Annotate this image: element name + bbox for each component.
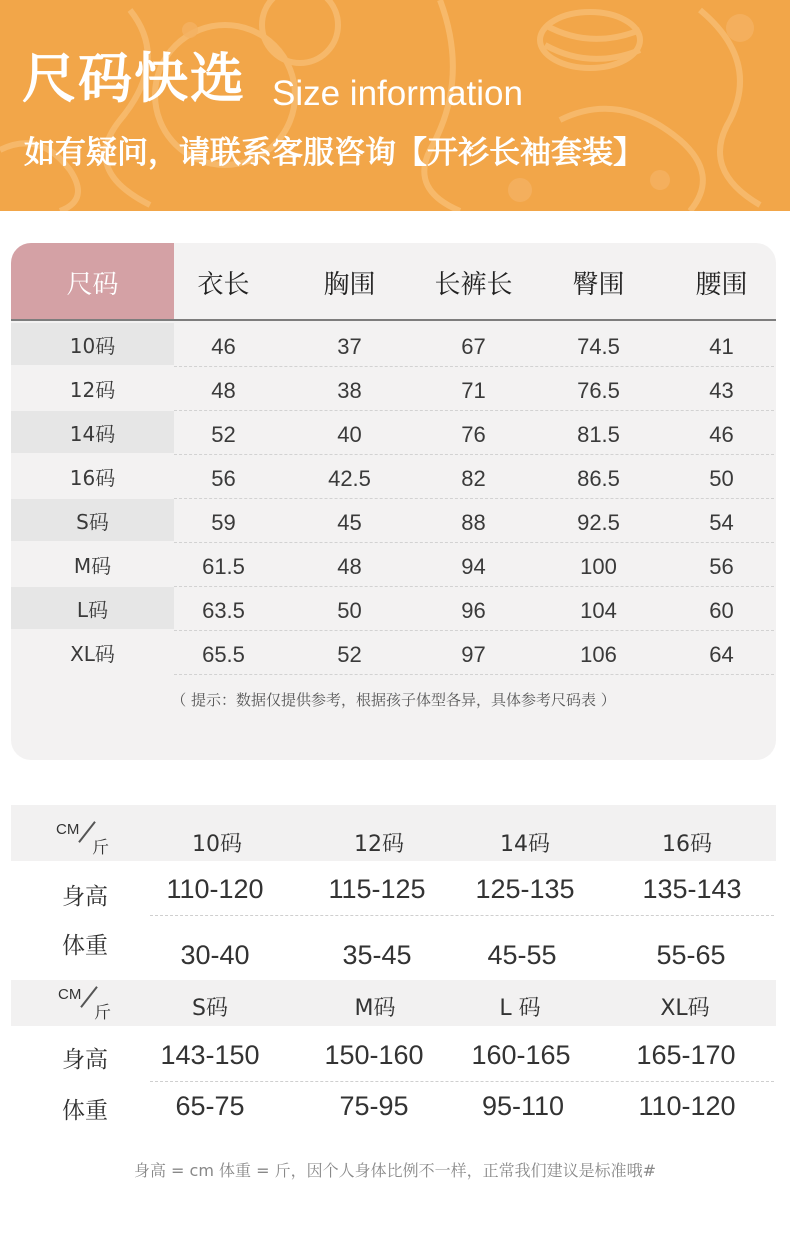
- weight-value: 75-95: [339, 1091, 409, 1121]
- hw-size-head: 10码: [192, 832, 242, 857]
- row-chest: 45: [337, 510, 362, 535]
- header-pants-length: 长裤长: [434, 270, 513, 300]
- height-label: 身高: [62, 1047, 108, 1073]
- unit-cm: CM: [58, 986, 82, 1003]
- table-row: [11, 499, 776, 543]
- hw-size-head: L 码: [499, 996, 541, 1021]
- table-row: [11, 455, 776, 499]
- row-hip: 74.5: [577, 334, 620, 359]
- row-hip: 92.5: [577, 510, 620, 535]
- row-length: 48: [211, 378, 236, 403]
- height-value: 143-150: [160, 1040, 260, 1070]
- weight-value: 45-55: [487, 940, 557, 970]
- row-waist: 60: [709, 598, 734, 623]
- height-value: 135-143: [642, 874, 742, 904]
- size-table-header: [11, 243, 776, 320]
- row-chest: 50: [337, 598, 362, 623]
- hw-size-head: 14码: [500, 832, 550, 857]
- row-chest: 42.5: [328, 466, 371, 491]
- height-value: 115-125: [328, 874, 426, 904]
- row-size: 16码: [69, 466, 116, 490]
- header-hip: 臀围: [572, 270, 625, 300]
- row-hip: 76.5: [577, 378, 620, 403]
- row-size: S码: [76, 510, 109, 534]
- row-chest: 40: [337, 422, 362, 447]
- row-chest: 52: [337, 642, 362, 667]
- row-length: 61.5: [202, 554, 245, 579]
- height-value: 110-120: [166, 874, 264, 904]
- header-waist: 腰围: [695, 270, 748, 300]
- row-hip: 106: [580, 642, 617, 667]
- banner-subtitle-en: Size information: [272, 74, 523, 113]
- row-waist: 50: [709, 466, 734, 491]
- row-pants-length: 88: [461, 510, 486, 535]
- row-divider: [174, 674, 774, 675]
- row-length: 63.5: [202, 598, 245, 623]
- table-row: [11, 631, 776, 675]
- hw-size-head: 16码: [662, 832, 712, 857]
- row-hip: 104: [580, 598, 617, 623]
- row-length: 59: [211, 510, 236, 535]
- header-chest: 胸围: [323, 270, 376, 300]
- height-value: 165-170: [636, 1040, 736, 1070]
- row-waist: 64: [709, 642, 734, 667]
- table-row: [11, 411, 776, 455]
- row-pants-length: 96: [461, 598, 486, 623]
- hw-size-head: S码: [192, 996, 228, 1021]
- weight-value: 30-40: [180, 940, 250, 970]
- table-row: [11, 367, 776, 411]
- height-value: 125-135: [475, 874, 575, 904]
- hw-size-head: XL码: [660, 996, 710, 1021]
- row-hip: 86.5: [577, 466, 620, 491]
- banner-notice: 如有疑问，请联系客服咨询【开衫长袖套装】: [24, 135, 644, 171]
- row-pants-length: 71: [461, 378, 486, 403]
- row-length: 65.5: [202, 642, 245, 667]
- unit-jin: 斤: [94, 1003, 111, 1023]
- row-pants-length: 97: [461, 642, 486, 667]
- table-row: [11, 323, 776, 367]
- row-divider: [150, 915, 774, 916]
- footer-note: 身高 = cm 体重 = 斤，因个人身体比例不一样，正常我们建议是标准哦#: [133, 1161, 657, 1180]
- weight-value: 65-75: [175, 1091, 245, 1121]
- row-pants-length: 67: [461, 334, 486, 359]
- height-label: 身高: [62, 884, 108, 910]
- row-pants-length: 82: [461, 466, 486, 491]
- table-row: [11, 587, 776, 631]
- unit-cm: CM: [56, 821, 80, 838]
- row-pants-length: 94: [461, 554, 486, 579]
- row-size: 12码: [69, 378, 116, 402]
- row-pants-length: 76: [461, 422, 486, 447]
- unit-jin: 斤: [92, 838, 109, 858]
- row-length: 56: [211, 466, 236, 491]
- row-waist: 41: [709, 334, 734, 359]
- banner-title: 尺码快选: [22, 47, 246, 110]
- weight-value: 55-65: [656, 940, 726, 970]
- weight-value: 95-110: [481, 1091, 565, 1121]
- weight-label: 体重: [62, 1098, 108, 1124]
- hw-size-head: 12码: [354, 832, 404, 857]
- row-size: L码: [76, 598, 109, 622]
- row-size: 10码: [69, 334, 116, 358]
- header-size: 尺码: [66, 270, 119, 300]
- weight-value: 35-45: [342, 940, 412, 970]
- row-size: M码: [73, 554, 112, 578]
- row-chest: 37: [337, 334, 362, 359]
- header-length: 衣长: [197, 270, 250, 300]
- weight-value: 110-120: [638, 1091, 736, 1121]
- row-waist: 46: [709, 422, 734, 447]
- row-length: 52: [211, 422, 236, 447]
- hw-size-head: M码: [354, 996, 396, 1021]
- height-value: 160-165: [471, 1040, 571, 1070]
- height-value: 150-160: [324, 1040, 424, 1070]
- table-row: [11, 543, 776, 587]
- row-hip: 100: [580, 554, 617, 579]
- header-divider: [11, 319, 776, 321]
- weight-label: 体重: [62, 933, 108, 959]
- row-chest: 38: [337, 378, 362, 403]
- row-size: 14码: [69, 422, 116, 446]
- row-waist: 54: [709, 510, 734, 535]
- row-hip: 81.5: [577, 422, 620, 447]
- size-table-card: [11, 243, 776, 760]
- row-divider: [150, 1081, 774, 1082]
- row-size: XL码: [70, 642, 115, 666]
- row-waist: 43: [709, 378, 734, 403]
- row-chest: 48: [337, 554, 362, 579]
- table-note: （ 提示：数据仅提供参考，根据孩子体型各异，具体参考尺码表 ）: [171, 691, 616, 709]
- row-waist: 56: [709, 554, 734, 579]
- header-banner: [0, 0, 790, 211]
- row-length: 46: [211, 334, 236, 359]
